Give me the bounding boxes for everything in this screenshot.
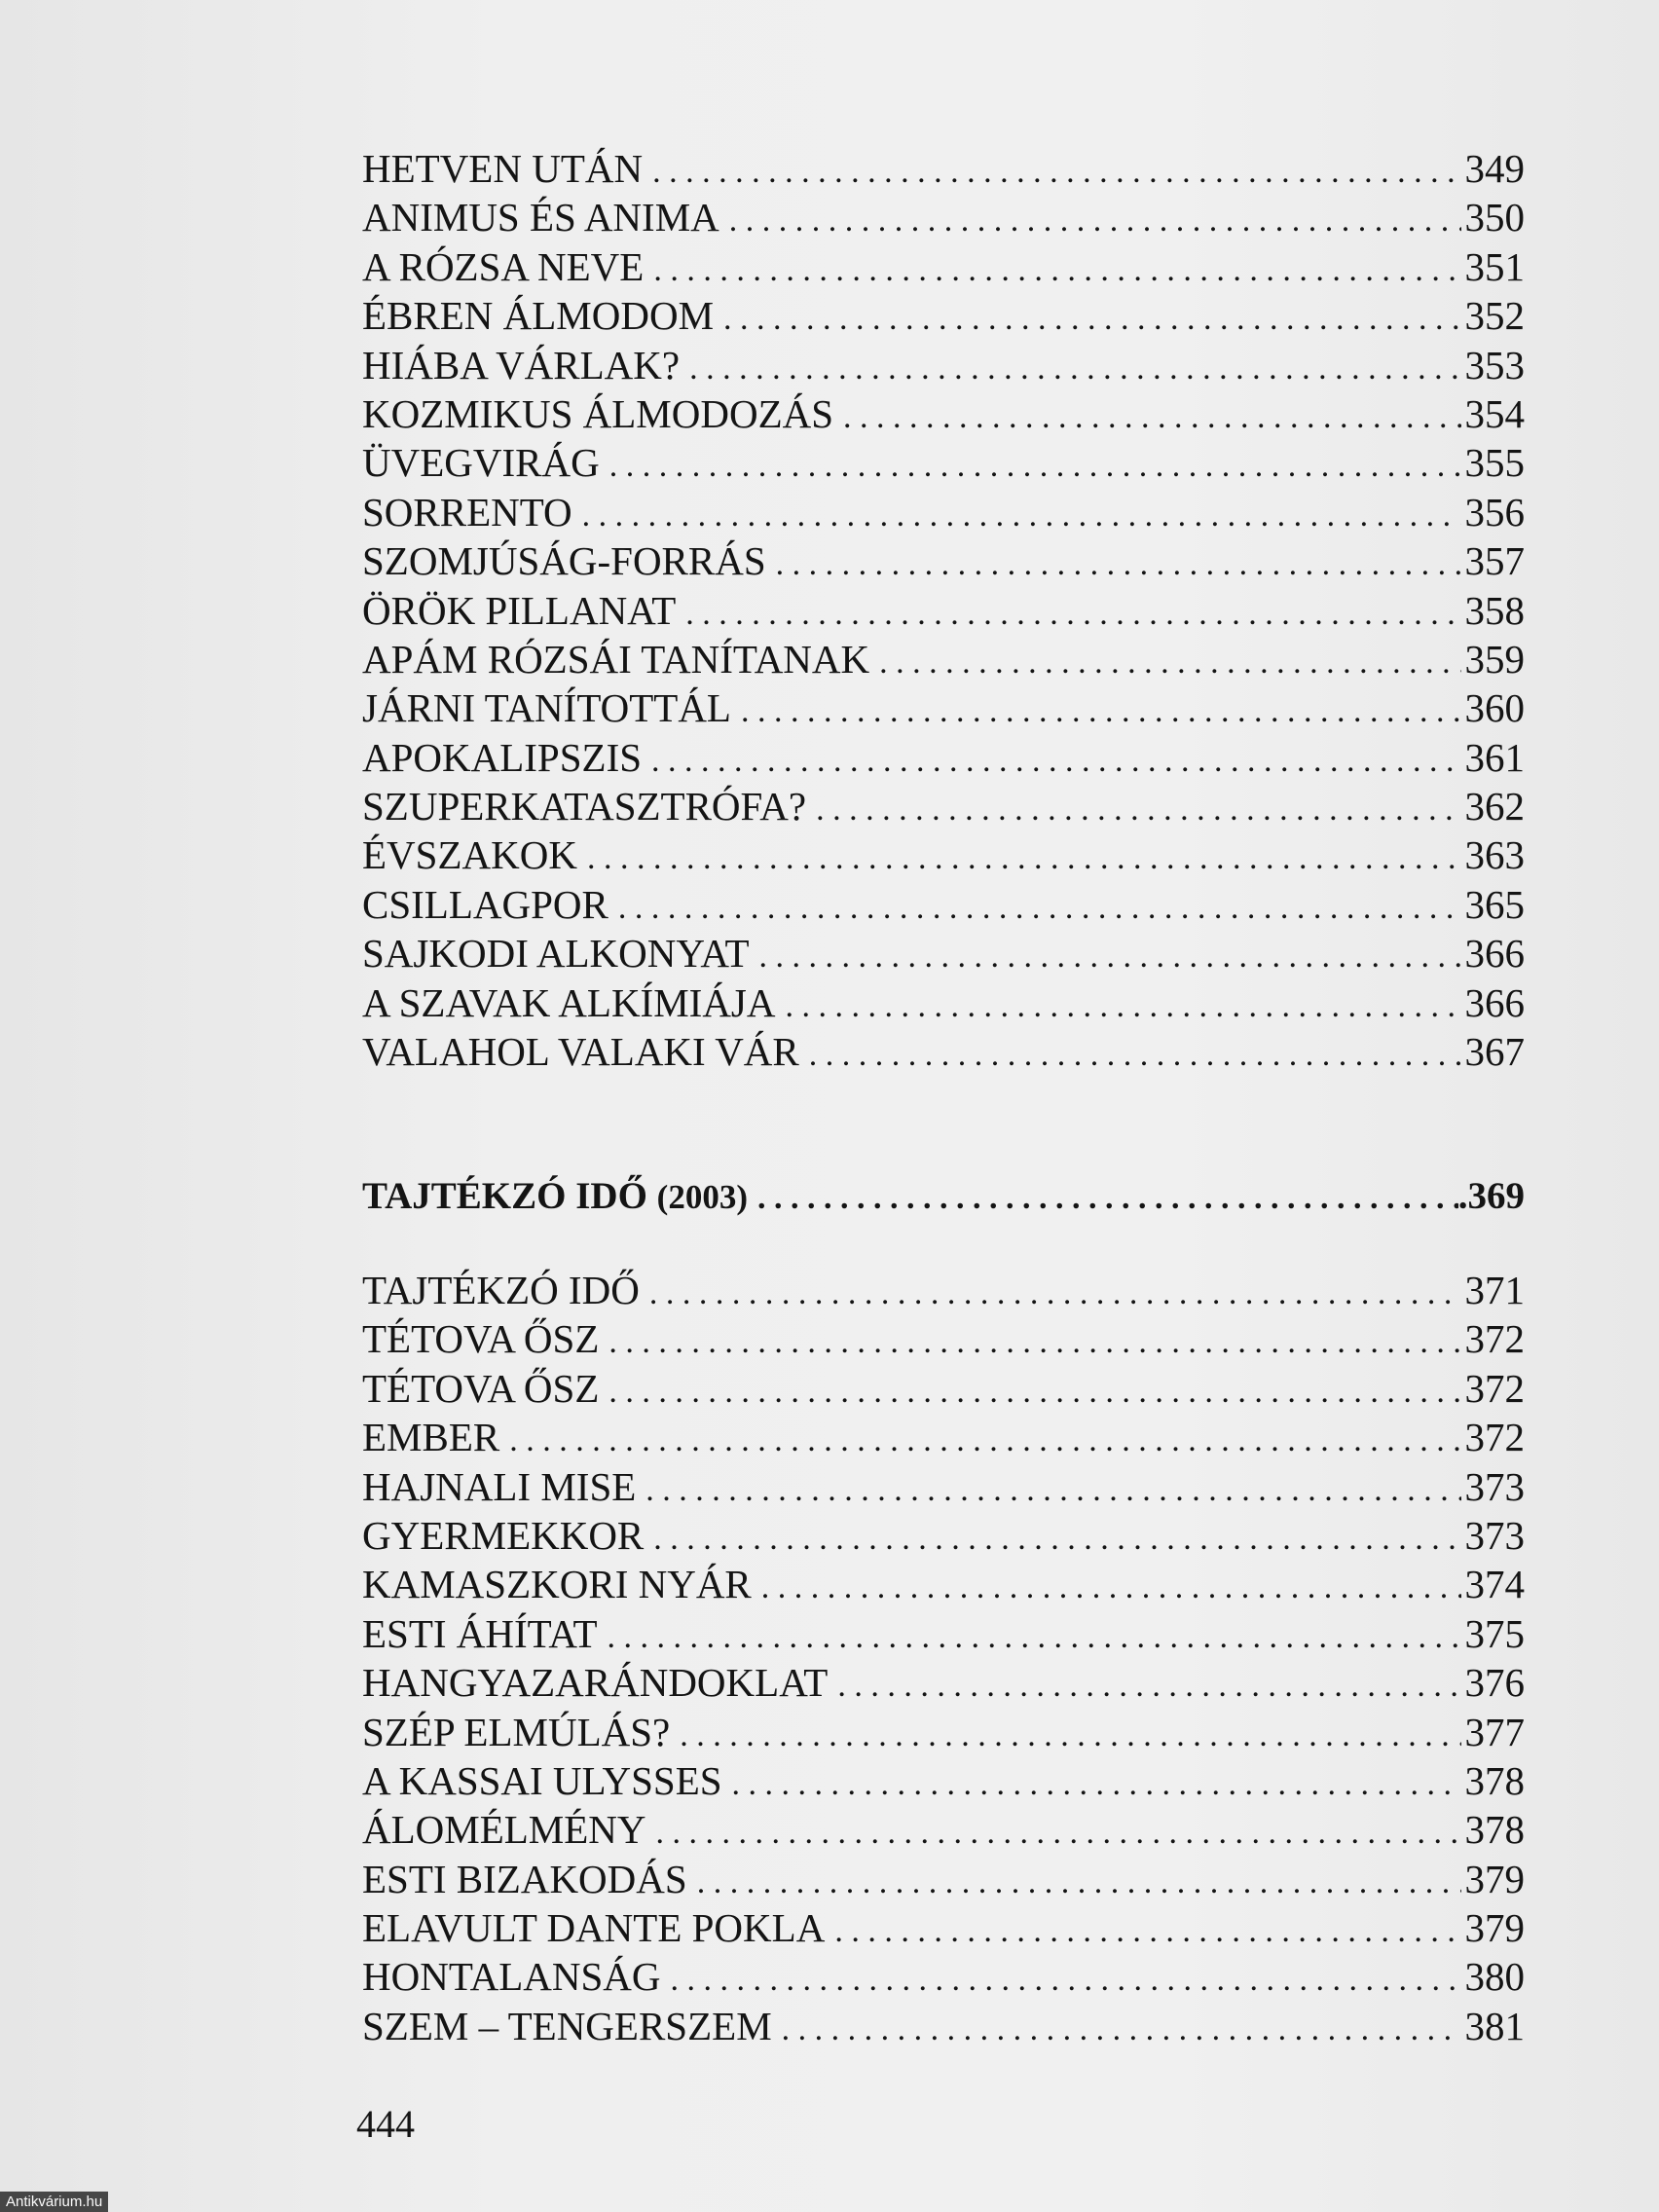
toc-entry [362,536,1525,585]
dot-leader [809,1031,1461,1080]
toc-entry-title: SORRENTO [362,489,572,535]
toc-entry [362,144,1525,193]
dot-leader [608,1613,1461,1662]
toc-entry [362,1952,1525,2001]
toc-entry [362,733,1525,782]
toc-entry-page: 361 [1464,734,1525,780]
toc-entry-title: ÖRÖK PILLANAT [362,587,677,633]
toc-entry-page: 362 [1464,784,1525,830]
toc-entry-page: 372 [1464,1316,1525,1362]
toc-entry-page: 357 [1464,538,1525,584]
dot-leader [786,982,1461,1031]
toc-entry [362,389,1525,438]
toc-entry-title: ESTI ÁHÍTAT [362,1610,598,1656]
dot-leader [653,1515,1460,1564]
toc-list [362,1266,1525,2050]
dot-leader [645,1466,1460,1515]
toc-entry-title: ELAVULT DANTE POKLA [362,1905,826,1951]
toc-entry-page: 375 [1464,1610,1525,1656]
toc-entry [362,1413,1525,1461]
toc-entry [362,1708,1525,1756]
toc-entry [362,929,1525,977]
dot-leader [685,590,1460,639]
dot-leader [653,246,1460,295]
toc-entry-page: 365 [1464,881,1525,927]
toc-entry [362,1314,1525,1363]
toc-entry-page: 360 [1464,685,1525,731]
dot-leader [757,1173,1458,1224]
toc-entry [362,1756,1525,1805]
toc-entry [362,830,1525,879]
toc-entry-title: A RÓZSA NEVE [362,243,645,289]
toc-entry-page: 351 [1464,243,1525,289]
toc-entry [362,683,1525,732]
toc-entry [362,1462,1525,1511]
dot-leader [782,2006,1461,2054]
toc-entry-page: 378 [1464,1757,1525,1803]
toc-entry-page: 380 [1464,1954,1525,2000]
toc-entry-page: 379 [1464,1905,1525,1951]
dot-leader [732,1760,1461,1809]
toc-entry-title: ÉBREN ÁLMODOM [362,293,715,339]
toc-entry [362,1511,1525,1560]
toc-entry [362,1027,1525,1076]
dot-leader [729,197,1461,245]
dot-leader [759,933,1461,981]
toc-entry [362,1855,1525,1903]
toc-entry [362,242,1525,291]
toc-entry [362,978,1525,1027]
toc-entry [362,1658,1525,1707]
dot-leader [776,540,1461,589]
toc-entry-title: VALAHOL VALAKI VÁR [362,1029,799,1075]
dot-leader [656,1809,1461,1858]
toc-entry-page: 379 [1464,1856,1525,1901]
toc-entry-page: 358 [1464,587,1525,633]
dot-leader [670,1956,1460,2005]
toc-entry-title: HONTALANSÁG [362,1954,661,2000]
toc-entry-title: SZOMJÚSÁG-FORRÁS [362,538,766,584]
dot-leader [834,1907,1460,1956]
toc-entry [362,1609,1525,1658]
toc-entry [362,1364,1525,1413]
toc-entry-title: SZUPERKATASZTRÓFA? [362,784,807,830]
dot-leader [680,1712,1460,1760]
toc-entry-title: TÉTOVA ŐSZ [362,1365,600,1411]
section-year: (2003) [656,1178,748,1216]
dot-leader [723,295,1460,344]
toc-entry-page: 352 [1464,293,1525,339]
toc-entry [362,635,1525,683]
toc-entry-title: KAMASZKORI NYÁR [362,1562,752,1607]
toc-entry-page: 359 [1464,636,1525,682]
toc-entry-title: A SZAVAK ALKÍMIÁJA [362,979,776,1025]
dot-leader [741,687,1461,736]
dot-leader [761,1564,1461,1612]
toc-entry [362,880,1525,929]
toc-list [362,144,1525,1076]
dot-leader [697,1859,1461,1907]
toc-entry-page: 371 [1464,1268,1525,1312]
dot-leader [618,884,1461,933]
toc-entry-title: KOZMIKUS ÁLMODOZÁS [362,390,834,436]
dot-leader [652,148,1460,197]
dot-leader [651,737,1460,786]
toc-entry [362,586,1525,635]
toc-entry-page: 356 [1464,489,1525,535]
toc-entry-page: 373 [1464,1512,1525,1558]
toc-entry-page: 376 [1464,1660,1525,1706]
dot-leader [843,393,1460,442]
toc-entry-title: ÜVEGVIRÁG [362,440,600,486]
toc-entry [362,438,1525,487]
toc-entry-page: 353 [1464,342,1525,387]
toc-entry-page: 381 [1464,2003,1525,2048]
toc-entry-title: TÉTOVA ŐSZ [362,1316,600,1362]
toc-entry-page: 355 [1464,440,1525,486]
dot-leader [609,442,1461,491]
dot-leader [582,492,1461,540]
toc-entry-page: 372 [1464,1365,1525,1411]
toc-entry-title: EMBER [362,1415,500,1460]
toc-entry-page: 367 [1464,1029,1525,1075]
toc-entry [362,341,1525,389]
dot-leader [649,1270,1461,1318]
toc-entry-title: ÁLOMÉLMÉNY [362,1807,646,1853]
toc-entry [362,488,1525,536]
page-number: 444 [356,2102,415,2146]
watermark: Antikvárium.hu [0,2192,108,2212]
dot-leader [608,1368,1460,1417]
dot-leader [837,1662,1460,1711]
toc-entry-title: HANGYAZARÁNDOKLAT [362,1660,829,1706]
toc-entry-title: TAJTÉKZÓ IDŐ [362,1268,640,1312]
toc-entry [362,193,1525,241]
toc-entry-title: SZEM – TENGERSZEM [362,2003,772,2048]
toc-entry [362,1560,1525,1608]
dot-leader [509,1417,1460,1465]
toc-entry-page: 374 [1464,1562,1525,1607]
toc-entry-page: 350 [1464,195,1525,240]
toc-entry-title: SAJKODI ALKONYAT [362,931,750,977]
toc-entry-page: 366 [1464,979,1525,1025]
toc-entry-title: A KASSAI ULYSSES [362,1757,722,1803]
toc-entry-title: HETVEN UTÁN [362,146,644,191]
toc-section-heading [362,1171,1525,1222]
toc-entry-page: 378 [1464,1807,1525,1853]
toc-entry-title: JÁRNI TANÍTOTTÁL [362,685,731,731]
toc-entry-page: 373 [1464,1463,1525,1509]
toc-entry-page: 377 [1464,1709,1525,1754]
toc-entry [362,1805,1525,1854]
toc-entry-page: 363 [1464,832,1525,878]
section-title: TAJTÉKZÓ IDŐ (2003) [362,1175,748,1217]
toc-entry [362,291,1525,340]
dot-leader [587,834,1461,883]
toc-entry-title: SZÉP ELMÚLÁS? [362,1709,671,1754]
dot-leader [689,345,1460,393]
toc-entry-page: 366 [1464,931,1525,977]
toc-entry-title: GYERMEKKOR [362,1512,645,1558]
toc-entry [362,1903,1525,1952]
dot-leader [816,786,1460,834]
toc-entry [362,782,1525,830]
toc-entry-title: ESTI BIZAKODÁS [362,1856,687,1901]
toc-entry-title: HIÁBA VÁRLAK? [362,342,681,387]
toc-entry-title: ÉVSZAKOK [362,832,577,878]
toc-entry-title: APOKALIPSZIS [362,734,643,780]
toc-entry-page: 349 [1464,146,1525,191]
section-page-number: .369 [1457,1175,1525,1217]
toc-entry [362,1266,1525,1314]
toc-entry-title: APÁM RÓZSÁI TANÍTANAK [362,636,870,682]
toc-entry-title: ANIMUS ÉS ANIMA [362,195,719,240]
toc-entry [362,2002,1525,2050]
toc-entry-page: 372 [1464,1415,1525,1460]
toc-entry-title: HAJNALI MISE [362,1463,637,1509]
toc-entry-page: 354 [1464,390,1525,436]
dot-leader [608,1318,1460,1367]
dot-leader [879,639,1460,687]
toc-entry-title: CSILLAGPOR [362,881,608,927]
